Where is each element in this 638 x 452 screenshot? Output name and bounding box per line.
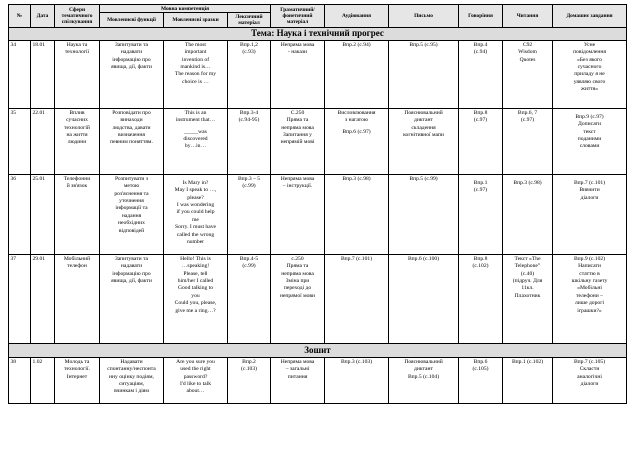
cell-line: необхідних — [118, 220, 145, 227]
cell-line: Впр.3-4 — [239, 109, 259, 116]
cell-line: Впр.3 (с.98) — [513, 179, 542, 186]
cell-line: Впр.1,2 — [240, 41, 258, 48]
cell-lexical — [228, 255, 271, 344]
cell-line: надання — [121, 212, 142, 219]
cell-line: Телефонни — [63, 175, 91, 182]
cell-line: явища, дії, факти — [111, 278, 152, 285]
table-row — [9, 41, 627, 109]
cell-num: 36 — [9, 175, 31, 255]
header-writing: Письмо — [389, 5, 459, 28]
cell-line: Hello! This is — [180, 255, 211, 262]
cell-date: 1.02 — [31, 358, 55, 404]
cell-line: (с.40) — [520, 270, 535, 277]
cell-line: надавати — [120, 263, 143, 270]
cell-audition — [325, 358, 389, 404]
header-audition: Аудіювання — [325, 5, 389, 28]
cell-line: надавати — [120, 49, 143, 56]
cell-line: Зміна при — [285, 278, 310, 285]
table-body-notebook — [9, 344, 627, 404]
cell-line: Впр.7 (с.101) — [573, 179, 606, 186]
cell-line: Good talking to — [177, 285, 214, 292]
header-reading: Читання — [503, 5, 553, 28]
cell-line: Впр.6 (с.100) — [407, 255, 440, 262]
cell-line: Впр.9 (с.97) — [575, 113, 604, 120]
cell-writing — [389, 109, 459, 175]
cell-line: Впр.5 (с.95) — [409, 41, 438, 48]
cell-line: Висловлювання — [337, 109, 376, 116]
cell-line: переході до — [283, 285, 312, 292]
cell-line: спонтанну/неспонта — [107, 366, 156, 373]
cell-line: винаходи — [120, 117, 143, 124]
cell-line: Усне — [583, 41, 596, 48]
cell-line: визначення — [118, 132, 145, 139]
cell-line: you — [191, 292, 200, 299]
cell-line: Запитання у — [283, 132, 312, 139]
cell-line: технології. — [64, 366, 90, 373]
cell-writing — [389, 358, 459, 404]
cell-line: Впр.2 (с.94) — [342, 41, 371, 48]
cell-homework — [553, 109, 627, 175]
cell-line: відповідей — [118, 227, 145, 234]
cell-line: Розпитувати з — [114, 175, 149, 182]
cell-line: please? — [187, 194, 204, 201]
cell-audition — [325, 41, 389, 109]
cell-function — [100, 175, 164, 255]
cell-line: Плахотник — [514, 292, 541, 299]
cell-line: Дописати — [578, 121, 601, 128]
cell-line: Впр.6, 7 — [517, 109, 538, 116]
cell-line: й зв'язок — [66, 183, 88, 190]
cell-line: телефони – — [576, 292, 603, 299]
cell-line: іграшки?» — [577, 307, 602, 314]
cell-sphere — [55, 358, 100, 404]
cell-function — [100, 41, 164, 109]
cell-line: The most — [185, 41, 206, 48]
cell-line: Пряма та — [286, 263, 309, 270]
cell-line: Впр.3 – 5 — [237, 175, 261, 182]
cell-line: (с.97) — [473, 117, 488, 124]
cell-speaking — [459, 109, 503, 175]
cell-line: – інструкції. — [282, 183, 313, 190]
cell-lexical — [228, 41, 271, 109]
cell-line: Впр.3 (с.103) — [340, 358, 373, 365]
cell-line: Молодь та — [64, 358, 90, 365]
cell-line: called the wrong — [176, 231, 215, 238]
table-row — [9, 175, 627, 255]
cell-line: технології — [64, 49, 90, 56]
header-spheres: Сфери тематичного спілкування — [55, 5, 100, 28]
cell-line: лише дорогі — [574, 300, 605, 307]
cell-line: I'd like to talk — [180, 380, 211, 387]
cell-line: Впр.7 (с.101) — [340, 255, 373, 262]
cell-line: «Без якого — [577, 56, 602, 63]
cell-line: непряма мова — [281, 124, 314, 131]
cell-sphere — [55, 109, 100, 175]
cell-homework — [553, 175, 627, 255]
cell-line: С.250 — [290, 109, 305, 116]
cell-line: (с.105) — [472, 366, 489, 373]
cell-lexical — [228, 109, 271, 175]
cell-line: сучасного — [577, 64, 602, 71]
cell-num: 38 — [9, 358, 31, 404]
cell-line: діалоги — [580, 380, 599, 387]
cell-line: метою — [123, 183, 140, 190]
cell-line: Наука та — [66, 41, 88, 48]
cell-line: телефон — [67, 263, 87, 270]
cell-line: about… — [186, 388, 205, 395]
cell-line: by…in… — [184, 143, 207, 150]
cell-line: Is Mary in? — [182, 179, 209, 186]
cell-line: вчинкам і діям — [114, 388, 149, 395]
cell-date: 25.01 — [31, 175, 55, 255]
cell-line: important — [184, 49, 207, 56]
cell-line: Текст «The — [514, 255, 541, 262]
cell-line: (с.99) — [242, 183, 256, 190]
cell-line: інформацію про — [112, 270, 151, 277]
cell-line: Впр.1 — [473, 179, 488, 186]
cell-line: password? — [183, 373, 208, 380]
cell-reading — [503, 255, 553, 344]
cell-grammar — [271, 255, 325, 344]
cell-grammar — [271, 175, 325, 255]
cell-line: діалоги — [580, 194, 599, 201]
cell-line: Мобільний — [63, 255, 91, 262]
cell-line: me — [192, 216, 199, 223]
cell-line: Are you sure you — [176, 358, 215, 365]
cell-date: 22.01 — [31, 109, 55, 175]
lesson-plan-table — [8, 4, 627, 404]
cell-line: I was wondering — [176, 202, 215, 209]
cell-pattern — [164, 41, 228, 109]
table-row — [9, 109, 627, 175]
cell-line: Пряма та — [286, 117, 309, 124]
cell-line: людини — [67, 139, 87, 146]
cell-line: him/her I called — [177, 278, 214, 285]
cell-line: Впр.3 (с.98) — [342, 175, 371, 182]
cell-pattern — [164, 175, 228, 255]
header-num: № — [9, 5, 31, 28]
cell-line: інформацію про — [112, 56, 151, 63]
cell-line: Впр.6 — [473, 358, 488, 365]
cell-reading — [503, 175, 553, 255]
cell-line: if you could help — [176, 209, 215, 216]
section-title-row — [9, 27, 627, 41]
cell-line: повідомлення — [573, 49, 606, 56]
cell-audition — [325, 109, 389, 175]
header-speaking: Говоріння — [459, 5, 503, 28]
header-date: Дата — [31, 5, 55, 28]
cell-line: словами — [579, 143, 600, 150]
cell-line: ситуаціям, — [118, 380, 145, 387]
cell-line: C92 — [522, 41, 533, 48]
cell-line: Надавати — [120, 358, 143, 365]
cell-line: Впр.4-5 — [239, 255, 259, 262]
cell-line: шкільну газету — [571, 278, 608, 285]
cell-line: discovered — [183, 136, 208, 143]
cell-sphere — [55, 175, 100, 255]
cell-homework — [553, 41, 627, 109]
cell-line: Впр.6 (с.97) — [342, 128, 371, 135]
cell-line: Впр.8 — [473, 109, 488, 116]
table-row — [9, 358, 627, 404]
cell-num: 35 — [9, 109, 31, 175]
cell-line: непрямій мові — [280, 139, 315, 146]
cell-line: аналогічні — [577, 373, 602, 380]
cell-speaking — [459, 41, 503, 109]
section-notebook-title: Зошит — [9, 344, 627, 358]
cell-num: 34 — [9, 41, 31, 109]
table-body-main — [9, 27, 627, 344]
header-lexical: Лексичний матеріал — [228, 13, 271, 27]
cell-lexical — [228, 358, 271, 404]
cell-grammar — [271, 41, 325, 109]
cell-line: Впр.2 — [242, 358, 256, 365]
cell-line: (с.99) — [242, 263, 256, 270]
cell-num: 37 — [9, 255, 31, 344]
cell-reading — [503, 41, 553, 109]
cell-line: Wisdom — [518, 49, 537, 56]
cell-line: життя» — [580, 86, 599, 93]
cell-line: диктант — [414, 117, 433, 124]
cell-line: Непряма мова — [280, 358, 315, 365]
cell-line: роз'яснення та — [114, 190, 149, 197]
header-homework: Домашнє завдання — [553, 5, 627, 28]
cell-line: (с.97) — [520, 117, 535, 124]
cell-line: уточнення — [119, 198, 144, 205]
cell-line: певним поняттям. — [110, 139, 153, 146]
cell-writing — [389, 175, 459, 255]
cell-homework — [553, 358, 627, 404]
cell-line: уявляю свого — [573, 78, 606, 85]
cell-function — [100, 255, 164, 344]
cell-line: диктант — [414, 366, 433, 373]
cell-line: This is an — [184, 109, 207, 116]
cell-speaking — [459, 175, 503, 255]
cell-line: The reason for my — [174, 71, 217, 78]
cell-line: Пояснювальний — [404, 358, 443, 365]
cell-line: Вплив — [69, 109, 85, 116]
cell-line: (с.94) — [473, 49, 488, 56]
cell-line: …speaking! — [181, 263, 210, 270]
cell-line: на життя — [66, 132, 88, 139]
cell-line: нну оцінку подіям, — [109, 373, 154, 380]
table-row — [9, 255, 627, 344]
cell-line: - накази — [287, 49, 308, 56]
cell-line: (с.103) — [241, 366, 257, 373]
cell-line: Впр.8 — [473, 255, 488, 262]
cell-line: (с.97) — [473, 187, 488, 194]
cell-line: сучасних — [66, 117, 88, 124]
cell-line: Написати — [578, 263, 601, 270]
cell-line: Пояснювальний — [404, 109, 443, 116]
cell-line: текст — [583, 128, 596, 135]
section-notebook-row — [9, 344, 627, 358]
cell-line: Впр.4 — [473, 41, 488, 48]
cell-pattern — [164, 255, 228, 344]
cell-line: (с.102) — [472, 263, 489, 270]
cell-line: непряма мова — [281, 270, 314, 277]
cell-line: Розповідати про — [112, 109, 151, 116]
cell-line: Скласти — [579, 366, 600, 373]
cell-audition — [325, 255, 389, 344]
cell-line: give me a ring…? — [175, 307, 216, 314]
cell-grammar — [271, 358, 325, 404]
cell-line: (с.93) — [242, 49, 256, 56]
cell-line: Quotes — [519, 56, 536, 63]
cell-line: (с.94-95) — [238, 117, 260, 124]
header-functions: Мовленнєві функції — [100, 13, 164, 27]
cell-line: Запитувати та — [114, 255, 149, 262]
cell-date: 18.01 — [31, 41, 55, 109]
cell-line: (підруч. Для — [512, 278, 543, 285]
cell-function — [100, 358, 164, 404]
cell-line: choice is … — [182, 78, 209, 85]
cell-audition — [325, 175, 389, 255]
cell-line: Впр.9 (с.102) — [573, 255, 606, 262]
cell-line: поданими — [577, 136, 602, 143]
cell-writing — [389, 41, 459, 109]
cell-speaking — [459, 358, 503, 404]
cell-line: непрямої мови — [279, 292, 316, 299]
cell-line: приладу я не — [574, 71, 605, 78]
section-title: Тема: Наука і технічний прогрес — [9, 27, 627, 41]
cell-date: 29.01 — [31, 255, 55, 344]
cell-grammar — [271, 109, 325, 175]
cell-line: Впр.7 (с.105) — [573, 358, 606, 365]
cell-sphere — [55, 255, 100, 344]
cell-line: Sorry. I must have — [175, 224, 216, 231]
cell-writing — [389, 255, 459, 344]
cell-function — [100, 109, 164, 175]
cell-line: когнітивної мапи — [403, 132, 444, 139]
cell-reading — [503, 358, 553, 404]
cell-line: Telephone” — [514, 263, 541, 270]
cell-line: Непряма мова — [280, 175, 315, 182]
cell-line: _____was — [184, 128, 207, 135]
cell-line: Інтернет — [66, 373, 88, 380]
cell-line: явища, дії, факти — [111, 64, 152, 71]
cell-line: Впр.5 (с.104) — [407, 373, 440, 380]
cell-speaking — [459, 255, 503, 344]
header-grammar: Граматичний/ фонетичний матеріал — [271, 5, 325, 28]
cell-line: інформації та — [115, 205, 148, 212]
cell-line: number — [186, 238, 205, 245]
cell-lexical — [228, 175, 271, 255]
cell-line: з нагатою — [344, 117, 369, 124]
cell-line: – загальні — [285, 366, 310, 373]
cell-line: Please, tell — [183, 270, 208, 277]
cell-line: May I speak to …, — [174, 187, 217, 194]
cell-line: «Мобільні — [577, 285, 602, 292]
cell-line: instrument that… — [175, 117, 216, 124]
cell-pattern — [164, 358, 228, 404]
cell-line: Запитувати та — [114, 41, 149, 48]
cell-homework — [553, 255, 627, 344]
cell-pattern — [164, 109, 228, 175]
cell-line: складення — [411, 124, 436, 131]
header-linguistic: Мовна компетенція — [100, 5, 271, 13]
cell-line: Непряма мова — [280, 41, 315, 48]
cell-line: людства, давати — [112, 124, 151, 131]
cell-line: Could you, please, — [174, 300, 217, 307]
cell-line: Впр.1 (с.102) — [511, 358, 544, 365]
cell-line: mankind is… — [180, 64, 211, 71]
header-row — [9, 5, 627, 13]
cell-line: used the right — [180, 366, 211, 373]
cell-line: с.250 — [291, 255, 304, 262]
cell-line: питання — [287, 373, 308, 380]
cell-reading — [503, 109, 553, 175]
cell-line: Вивчити — [579, 187, 600, 194]
cell-line: invention of — [181, 56, 210, 63]
cell-line: 11кл. — [521, 285, 534, 292]
header-patterns: Мовленнєві зразки — [164, 13, 228, 27]
cell-line: Впр.5 (с.99) — [409, 175, 438, 182]
cell-sphere — [55, 41, 100, 109]
cell-line: технологій — [64, 124, 90, 131]
cell-line: статтю в — [579, 270, 600, 277]
